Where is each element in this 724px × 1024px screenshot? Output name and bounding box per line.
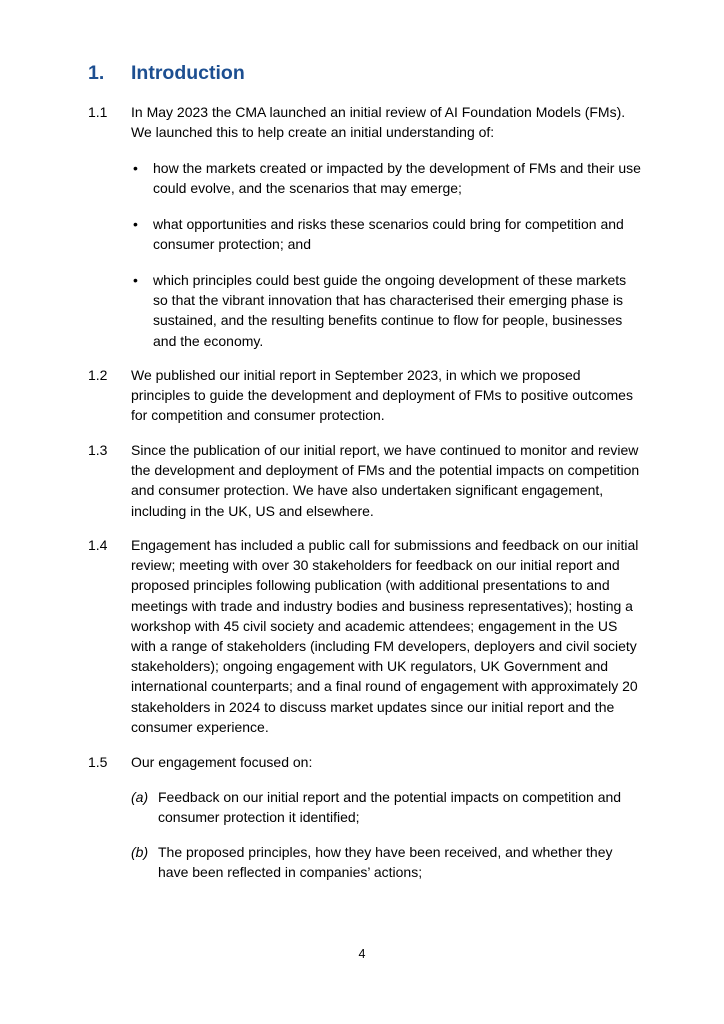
bullet-icon: • <box>133 160 138 176</box>
bullet-item-1 <box>131 158 641 198</box>
paragraph-number: 1.3 <box>88 442 108 458</box>
paragraph-text: We published our initial report in September 2023, in which we proposed principles to guide the development and deployment of FMs to positive outcomes for competition and consumer protection. <box>131 367 633 424</box>
paragraph-1-3 <box>88 440 640 521</box>
bullet-text: which principles could best guide the ongoing development of these markets so that the vibrant innovation that has characterised their emerging phase is sustained, and the resulting benefits continue to flow for people, businesses and the economy. <box>153 272 627 349</box>
bullet-icon: • <box>133 216 138 232</box>
bullet-text: how the markets created or impacted by the development of FMs and their use could evolve, and the scenarios that may emerge; <box>153 160 641 197</box>
paragraph-number: 1.5 <box>88 754 108 770</box>
subitem-b <box>131 842 641 882</box>
bullet-item-2 <box>131 214 641 254</box>
subitem-text: The proposed principles, how they have been received, and whether they have been reflected in companies’ actions; <box>158 844 613 881</box>
section-heading <box>88 60 245 86</box>
paragraph-1-5 <box>88 752 640 772</box>
paragraph-text: Since the publication of our initial report, we have continued to monitor and review the development and deployment of FMs and the potential impacts on competition and consumer protection. We have also undertaken significant engagement, including in the UK, US and elsewhere. <box>131 442 640 519</box>
paragraph-1-1 <box>88 102 640 142</box>
paragraph-1-4 <box>88 535 640 737</box>
paragraph-text: In May 2023 the CMA launched an initial review of AI Foundation Models (FMs). We launched this to help create an initial understanding of: <box>131 104 626 141</box>
section-title: Introduction <box>131 62 245 84</box>
subitem-a <box>131 787 641 827</box>
bullet-item-3 <box>131 270 641 351</box>
subitem-label: (a) <box>131 789 149 805</box>
paragraph-number: 1.4 <box>88 537 108 553</box>
bullet-text: what opportunities and risks these scenarios could bring for competition and consumer protection; and <box>153 216 624 253</box>
paragraph-text: Our engagement focused on: <box>131 754 313 770</box>
bullet-icon: • <box>133 272 138 288</box>
section-number: 1. <box>88 62 105 84</box>
subitem-label: (b) <box>131 844 149 860</box>
paragraph-text: Engagement has included a public call for submissions and feedback on our initial review; meeting with over 30 stakeholders for feedback on our initial report and proposed principles following publication (with additional presentations to and meetings with trade and industry bodies and business representatives); hosting a workshop with 45 civil society and academic attendees; engagement in the US with a range of stakeholders (including FM developers, deployers and civil society stakeholders); ongoing engagement with UK regulators, UK Government and international counterparts; and a final round of engagement with approximately 20 stakeholders in 2024 to discuss market updates since our initial report and the consumer experience. <box>131 537 639 735</box>
paragraph-number: 1.2 <box>88 367 108 383</box>
paragraph-number: 1.1 <box>88 104 108 120</box>
page-number: 4 <box>358 947 366 961</box>
paragraph-1-2 <box>88 365 640 426</box>
subitem-text: Feedback on our initial report and the potential impacts on competition and consumer protection it identified; <box>158 789 622 826</box>
